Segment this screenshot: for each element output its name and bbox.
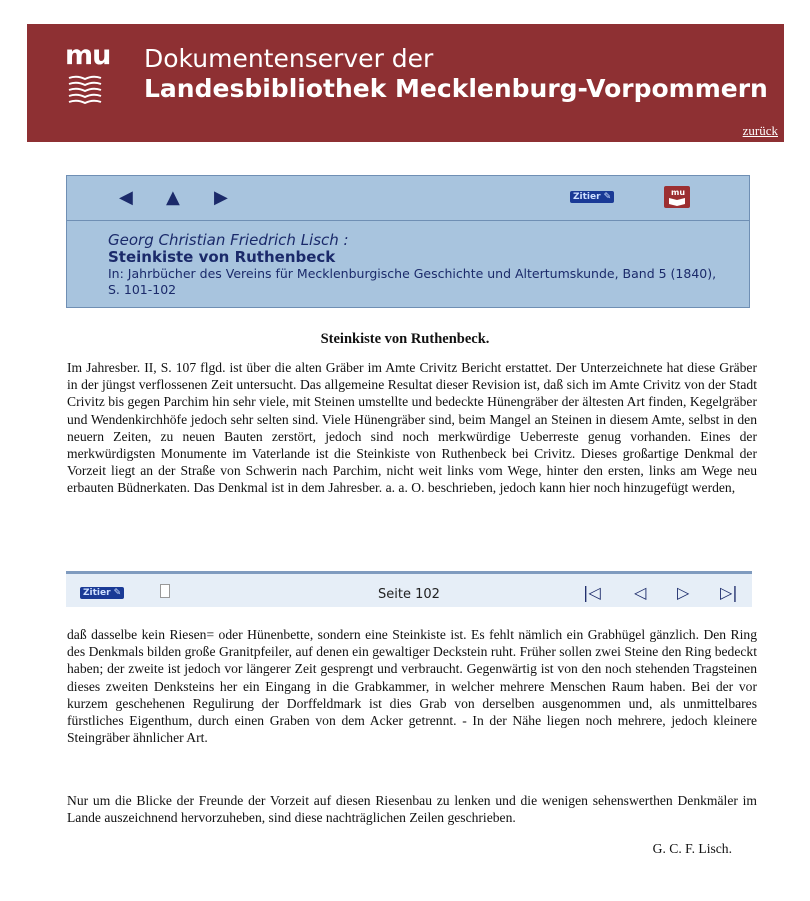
article-title: Steinkiste von Ruthenbeck. <box>320 331 490 347</box>
document-title: Steinkiste von Ruthenbeck <box>108 248 336 266</box>
book-icon <box>68 74 102 104</box>
pagebar-divider <box>66 571 752 574</box>
info-toolbar <box>67 176 749 221</box>
page-number: Seite 102 <box>378 587 440 602</box>
article-paragraph-1: Im Jahresber. II, S. 107 flgd. ist über die alten Gräber im Amte Crivitz Bericht erstattet. Der Unterzeichnete hat diese Gräber in der jüngst verflossenen Zeit untersucht. Das allgemeine Resultat dieser Revision ist, daß sich im Amte Crivitz von der Stadt Crivitz bis gegen Parchim hin sehr viele, mit Steinen umstellte und bedeckte Hünengräber der ältesten Art finden, Kegelgräber und Wendenkirchhöfe jedoch sehr selten sind. Viele Hünengräber sind, beim Mangel an Steinen in diesem Amte, selbst in den neuern Zeiten, zu neuen Bauten zerstört, jedoch sind noch merkwürdige Ueberreste genug vorhanden. Eines der merkwürdigsten Monumente im Vaterlande ist die Steinkiste von Ruthenbeck bei Crivitz. Dieses großartige Denkmal der Vorzeit liegt an der Straße von Schwerin nach Parchim, nicht weit links vom Wege, hinter den ersten, links am Wege neu erbauten Büdnerkaten. Das Denkmal ist in dem Jahresber. a. a. O. beschrieben, jedoch kann hier noch hinzugefügt werden, <box>67 360 757 496</box>
zitier-icon[interactable]: Zitier ✎ <box>570 191 614 203</box>
signature: G. C. F. Lisch. <box>652 841 732 856</box>
svg-text:mu: mu <box>671 188 686 197</box>
first-page-button[interactable]: |◁ <box>583 583 601 602</box>
next-document-button[interactable]: ▶ <box>214 187 228 208</box>
next-page-button[interactable]: ▷ <box>677 583 690 602</box>
page-navigation-bar <box>66 571 752 607</box>
zitier-icon[interactable]: Zitier ✎ <box>80 587 124 599</box>
header-title: Landesbibliothek Mecklenburg-Vorpommern <box>144 74 768 103</box>
back-link[interactable]: zurück <box>742 123 778 138</box>
document-source: In: Jahrbücher des Vereins für Mecklenburgische Geschichte und Altertumskunde, Band 5 (1840), S. 101-102 <box>108 266 717 297</box>
mv-book-glyph <box>664 186 690 208</box>
zitier-label: Zitier <box>573 192 601 202</box>
document-info-box <box>66 175 750 308</box>
last-page-button[interactable]: ▷| <box>720 583 738 602</box>
header-banner <box>27 24 784 142</box>
prev-document-button[interactable]: ◀ <box>119 187 133 208</box>
logo-icon <box>65 40 113 105</box>
header-subtitle: Dokumentenserver der <box>144 44 434 73</box>
article-paragraph-3: Nur um die Blicke der Freunde der Vorzeit auf diesen Riesenbau zu lenken und die wenigen sehenswerthen Denkmäler im Lande auszeichnend hervorzuheben, sind diese nachträglichen Zeilen geschrieben. <box>67 793 757 826</box>
prev-page-button[interactable]: ◁ <box>634 583 647 602</box>
document-author: Georg Christian Friedrich Lisch : <box>108 231 349 249</box>
mv-book-icon[interactable] <box>664 186 690 208</box>
up-button[interactable]: ▲ <box>166 187 180 208</box>
article-paragraph-2: daß dasselbe kein Riesen= oder Hünenbette, sondern eine Steinkiste ist. Es fehlt nämlich ein Grabhügel gänzlich. Den Ring des Denkmals bilden große Granitpfeiler, auf denen ein gewaltiger Deckstein ruht. Früher sollen zwei Steine den Ring bedeckt haben; der zweite ist jedoch vor längerer Zeit gesprengt und verbraucht. Gegenwärtig ist von den noch stehenden Tragsteinen dieses zweiten Denksteins her ein Eingang in die Grabkammer, in welcher mehrere Menschen Raum haben. Bei der vor kurzem geschehenen Regulirung der Dorffeldmark ist dies Grab von derselben ausgenommen und, als unmittelbares fürstliches Eigenthum, durch einen Graben von dem Acker getrennt. - In der Nähe liegen noch mehrere, jedoch kleinere Steingräber ähnlicher Art. <box>67 627 757 746</box>
logo-text: mu <box>65 40 111 71</box>
zitier-label: Zitier <box>83 588 111 598</box>
